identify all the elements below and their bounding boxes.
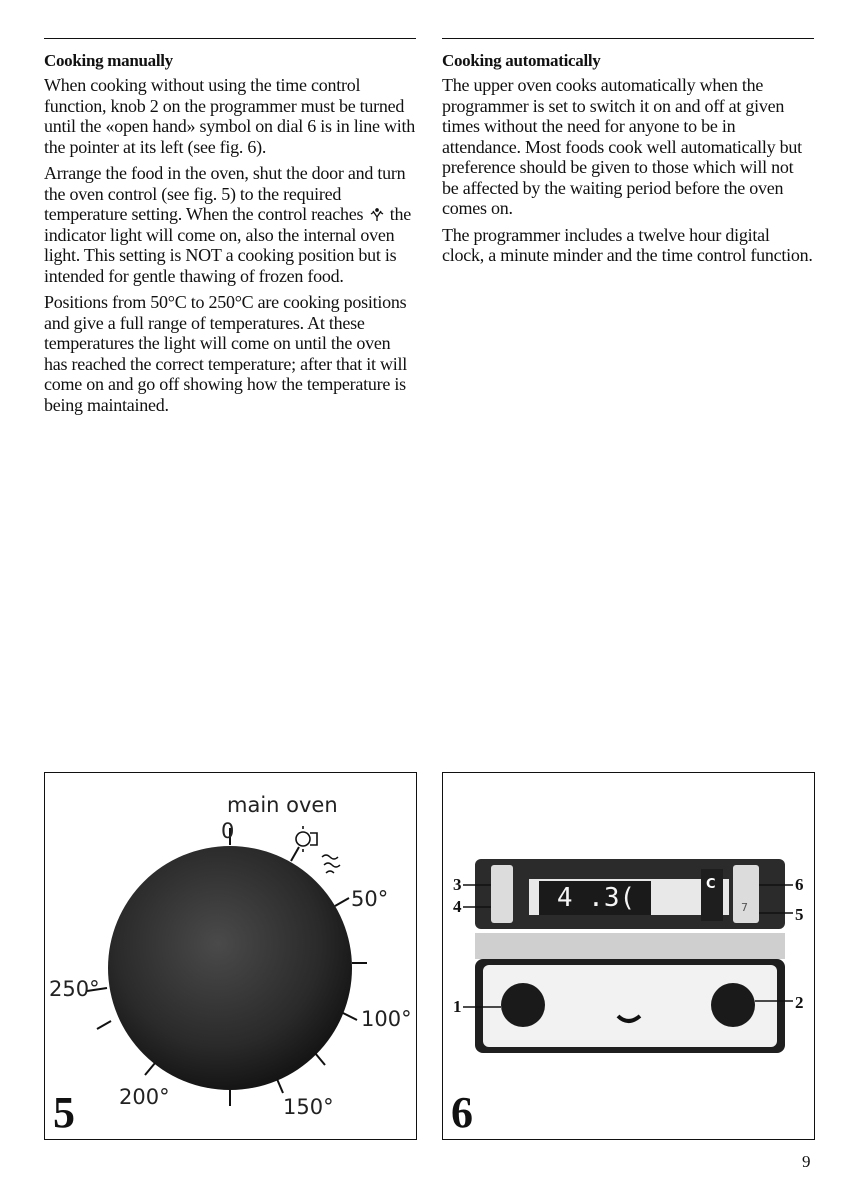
callout-3: 3 [453,875,462,894]
label-seven: 7 [741,901,748,914]
paragraph: When cooking without using the time control function, knob 2 on the programmer must be turned until the «open hand» symbol on dial 6 is in line with the pointer at its left (see fig. 6). [44,75,415,157]
callout-6: 6 [795,875,804,894]
label-c: C [706,877,716,892]
paragraph-text: the indicator light will come on, also the internal oven light. This setting is NOT a cooking position but is intended for gentle thawing of frozen food. [44,204,412,286]
dial-label-50: 50° [351,887,389,911]
panel-band [475,933,785,959]
dial-label-150: 150° [283,1095,334,1119]
section-rule [442,38,814,39]
defrost-icon [322,855,340,873]
paragraph: The upper oven cooks automatically when the programmer is set to switch it on and off at given times without the need for anyone to be in attendance. Most foods cook well automatically but preference should be given to those which will not be affected by the waiting period before the oven comes on. [442,75,802,218]
dial-label-200: 200° [119,1085,170,1109]
section-heading: Cooking manually [44,51,173,70]
paragraph: The programmer includes a twelve hour digital clock, a minute minder and the time control function. [442,224,813,265]
left-roller [491,865,513,923]
paragraph: Positions from 50°C to 250°C are cooking positions and give a full range of temperatures. At these temperatures the light will come on until the oven has reached the correct temperature; after that it will come on and go off showing how the temperature is being maintained. [44,292,408,415]
dial-title: main oven [227,793,338,817]
right-roller [733,865,759,923]
figure-6-programmer [442,772,815,1140]
figure-5-oven-dial [44,772,417,1140]
callout-4: 4 [453,897,462,916]
clock-readout: 4 .3( [556,883,636,913]
knob-1 [501,983,545,1027]
callout-2: 2 [795,993,804,1012]
paragraph-defrost [44,163,416,286]
dial-label-zero: 0 [221,819,235,843]
callout-1: 1 [453,997,462,1016]
figure-number: 5 [53,1088,75,1137]
cooking-automatically-section [442,38,814,272]
section-rule [44,38,416,39]
defrost-symbol-icon [368,206,386,220]
dial-label-100: 100° [361,1007,412,1031]
programmer-illustration [443,773,814,1139]
paragraph-text: Arrange the food in the oven, shut the door and turn the oven control (see fig. 5) to the required temperature setting. When the control reaches [44,163,406,224]
section-heading: Cooking automatically [442,51,601,70]
callout-5: 5 [795,905,804,924]
page-number: 9 [802,1152,811,1171]
dial-label-250: 250° [49,977,100,1001]
knob-2 [711,983,755,1027]
cooking-manually-section [44,38,416,421]
figure-number: 6 [451,1088,473,1137]
